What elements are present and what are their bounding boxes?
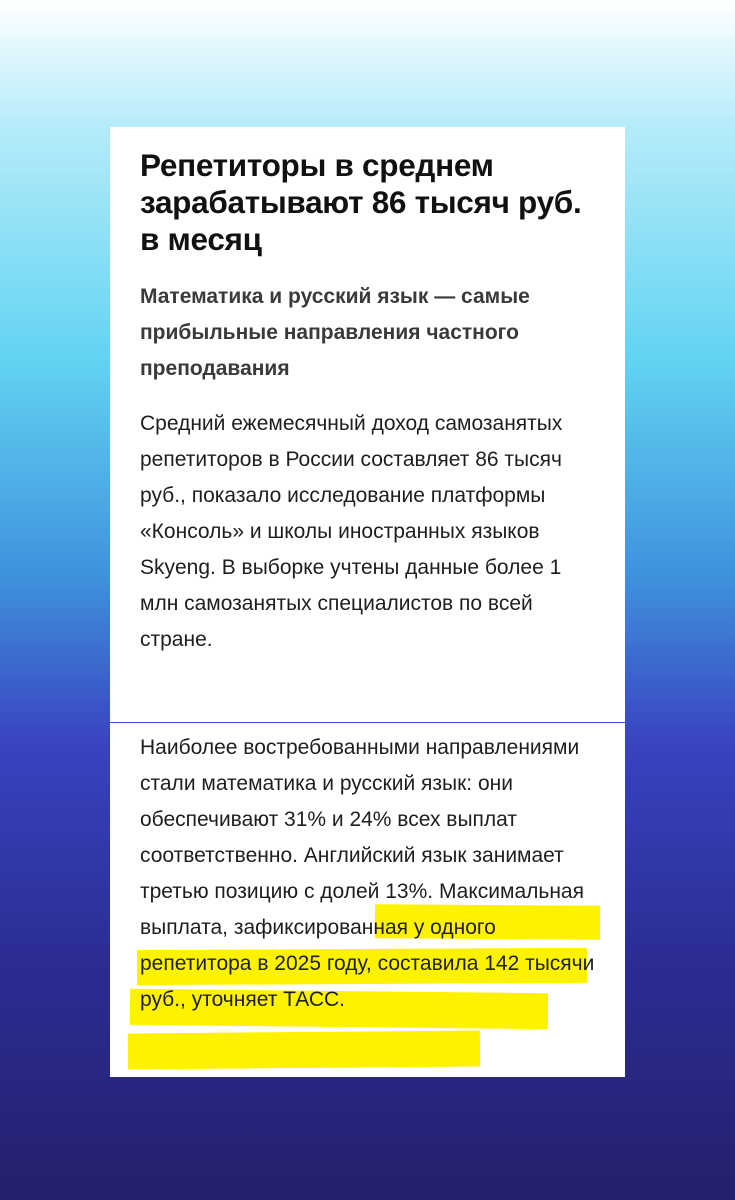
headline: Репетиторы в среднем зарабатывают 86 тысяч руб. в месяц — [140, 147, 582, 257]
paragraph-2-highlighted-text: Максимальная выплата, зафиксированная у одного репетитора в 2025 году, составила 142 тысячи руб., уточняет ТАСС. — [140, 880, 595, 1011]
lead-text: Математика и русский язык — самые прибыльные направления частного преподавания — [140, 285, 530, 380]
paragraph-2 — [140, 730, 600, 1018]
highlight-stroke — [128, 1030, 480, 1069]
article-card-bottom — [110, 723, 625, 1077]
paragraph-2-text: Наиболее востребованными направлениями стали математика и русский язык: они обеспечивают 31% и 24% всех выплат соответственно. Английский язык занимает третью позицию с долей 13%. — [140, 736, 580, 903]
paragraph-1: Средний ежемесячный доход самозанятых репетиторов в России составляет 86 тысяч руб., показало исследование платформы «Консоль» и школы иностранных языков Skyeng. В выборке учтены данные более 1 млн самозанятых специалистов по всей стране. — [140, 412, 563, 651]
article-card-top — [110, 127, 625, 722]
